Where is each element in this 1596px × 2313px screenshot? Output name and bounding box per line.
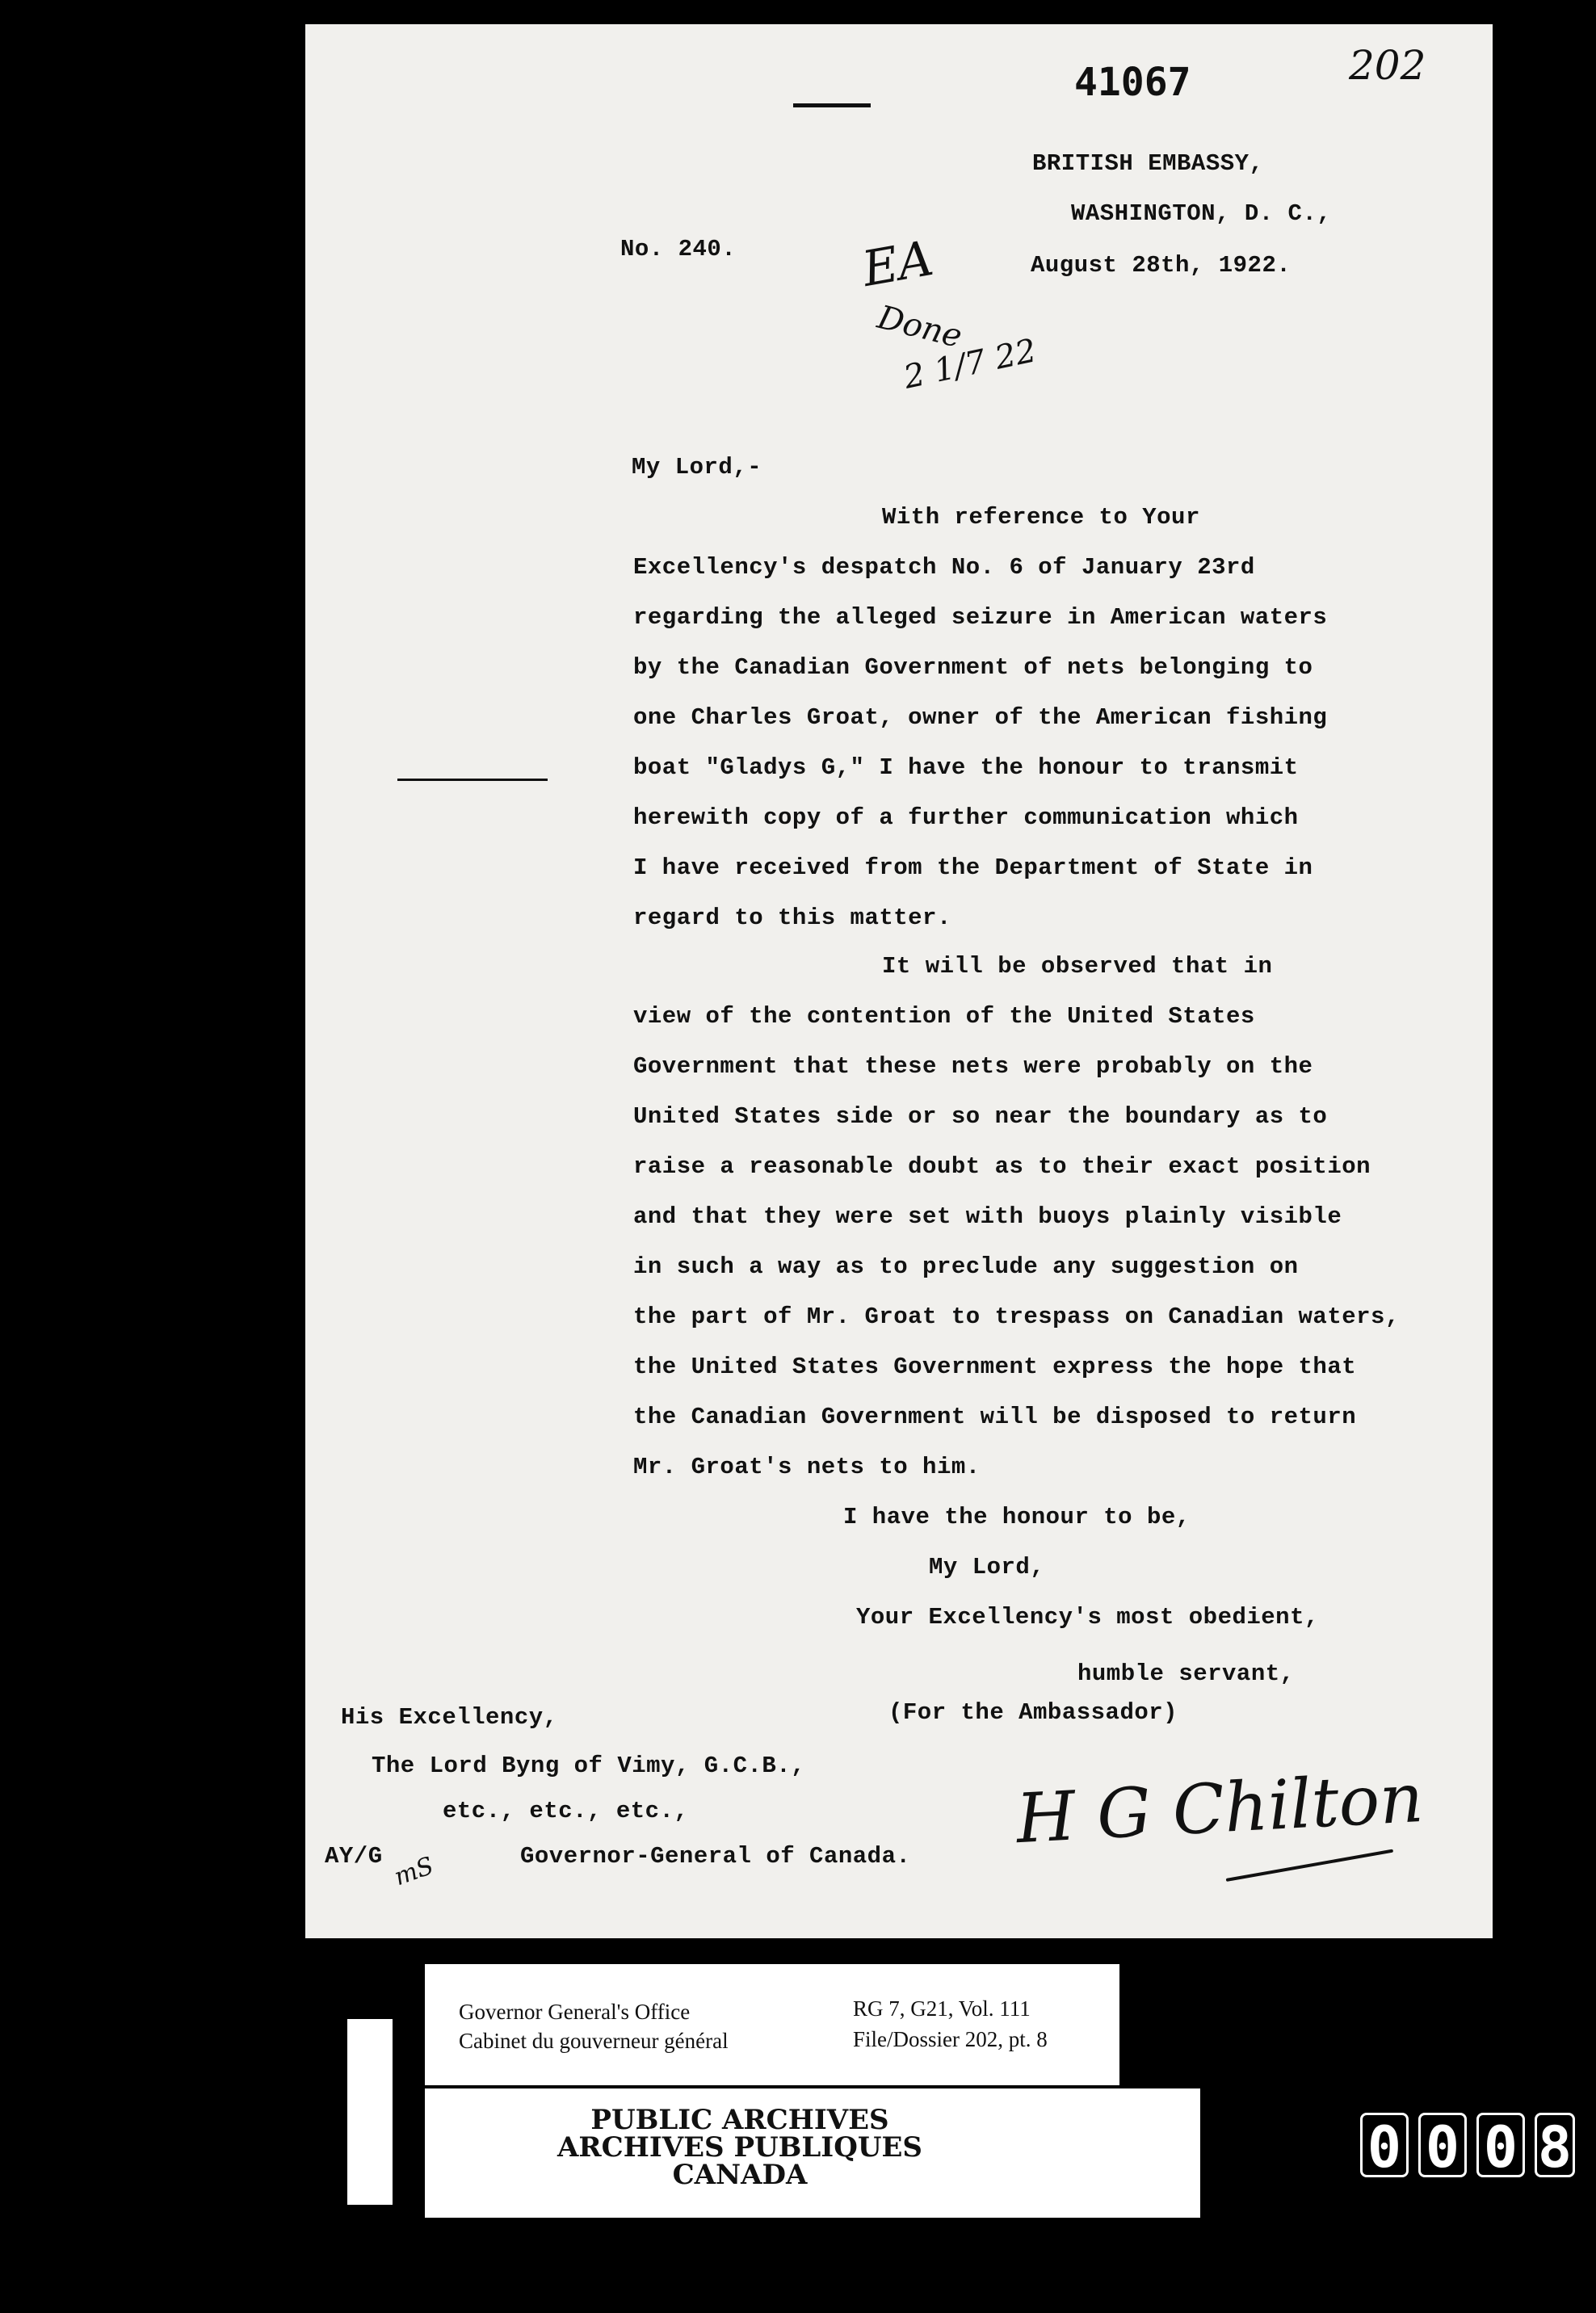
embassy-city: WASHINGTON, D. C., (1071, 200, 1332, 227)
closing-line-2: My Lord, (929, 1554, 1045, 1580)
frame-digit-4: 8 (1535, 2113, 1575, 2177)
handwritten-note-date: 2 1/7 22 (901, 332, 1040, 397)
frame-digit-3: 0 (1476, 2113, 1525, 2177)
office-french: Cabinet du gouverneur général (459, 2029, 729, 2053)
reference-mark: mS (390, 1851, 438, 1892)
margin-rule (397, 779, 548, 781)
body-line-3: regarding the alleged seizure in American waters (633, 604, 1328, 631)
body-line-12: Government that these nets were probably on the (633, 1053, 1313, 1080)
signature-flourish (1226, 1849, 1394, 1882)
addressee-line-4: Governor-General of Canada. (520, 1843, 911, 1870)
punch-hole-top (401, 108, 420, 131)
addressee-line-3: etc., etc., etc., (443, 1798, 689, 1824)
body-line-8: I have received from the Department of State in (633, 854, 1313, 881)
body-line-10: It will be observed that in (882, 953, 1273, 980)
record-group: RG 7, G21, Vol. 111 (853, 1996, 1031, 2021)
body-line-4: by the Canadian Government of nets belonging to (633, 654, 1313, 681)
body-line-9: regard to this matter. (633, 905, 951, 931)
stamp-number: 41067 (1074, 60, 1191, 105)
archive-stamp-label (425, 2088, 1200, 2218)
handwritten-initials: EA (858, 229, 938, 299)
body-line-11: view of the contention of the United States (633, 1003, 1255, 1030)
top-dash (793, 103, 871, 107)
reference-initials: AY/G (325, 1843, 383, 1870)
archive-reference-label (425, 1964, 1119, 2085)
punch-hole-bottom (373, 179, 396, 210)
body-line-14: raise a reasonable doubt as to their exact position (633, 1153, 1371, 1180)
salutation: My Lord,- (632, 454, 762, 481)
office-english: Governor General's Office (459, 2000, 691, 2024)
embassy-name: BRITISH EMBASSY, (1032, 150, 1264, 177)
body-line-20: Mr. Groat's nets to him. (633, 1454, 981, 1480)
document-page (305, 24, 1493, 1938)
body-line-6: boat "Gladys G," I have the honour to transmit (633, 754, 1299, 781)
closing-line-4: humble servant, (1077, 1660, 1295, 1687)
body-line-1: With reference to Your (882, 504, 1200, 531)
addressee-line-1: His Excellency, (341, 1704, 558, 1731)
body-line-7: herewith copy of a further communication which (633, 804, 1299, 831)
body-line-2: Excellency's despatch No. 6 of January 23rd (633, 554, 1255, 581)
file-number: 202 (1349, 42, 1426, 89)
frame-digit-1: 0 (1360, 2113, 1409, 2177)
body-line-18: the United States Government express the hope that (633, 1354, 1357, 1380)
handwritten-note-done: Done (874, 298, 966, 356)
frame-digit-2: 0 (1418, 2113, 1467, 2177)
body-line-16: in such a way as to preclude any suggestion on (633, 1253, 1299, 1280)
body-line-15: and that they were set with buoys plainly visible (633, 1203, 1342, 1230)
body-line-5: one Charles Groat, owner of the American fishing (633, 704, 1328, 731)
closing-line-3: Your Excellency's most obedient, (856, 1604, 1319, 1631)
despatch-number: No. 240. (620, 236, 737, 262)
body-line-19: the Canadian Government will be disposed to return (633, 1404, 1357, 1430)
closing-line-5: (For the Ambassador) (888, 1699, 1178, 1726)
signature: H G Chilton (1014, 1757, 1426, 1859)
body-line-13: United States side or so near the boundary as to (633, 1103, 1328, 1130)
frame-counter (1341, 2113, 1596, 2182)
archive-stamp-line-3: CANADA (672, 2159, 808, 2191)
closing-line-1: I have the honour to be, (843, 1504, 1191, 1530)
body-line-17: the part of Mr. Groat to trespass on Canadian waters, (633, 1303, 1400, 1330)
file-dossier: File/Dossier 202, pt. 8 (853, 2027, 1048, 2051)
letter-date: August 28th, 1922. (1031, 252, 1292, 279)
archive-stamp-line-1: PUBLIC ARCHIVES (590, 2104, 889, 2136)
addressee-line-2: The Lord Byng of Vimy, G.C.B., (372, 1753, 806, 1779)
archive-stamp-line-2: ARCHIVES PUBLIQUES (557, 2131, 922, 2164)
